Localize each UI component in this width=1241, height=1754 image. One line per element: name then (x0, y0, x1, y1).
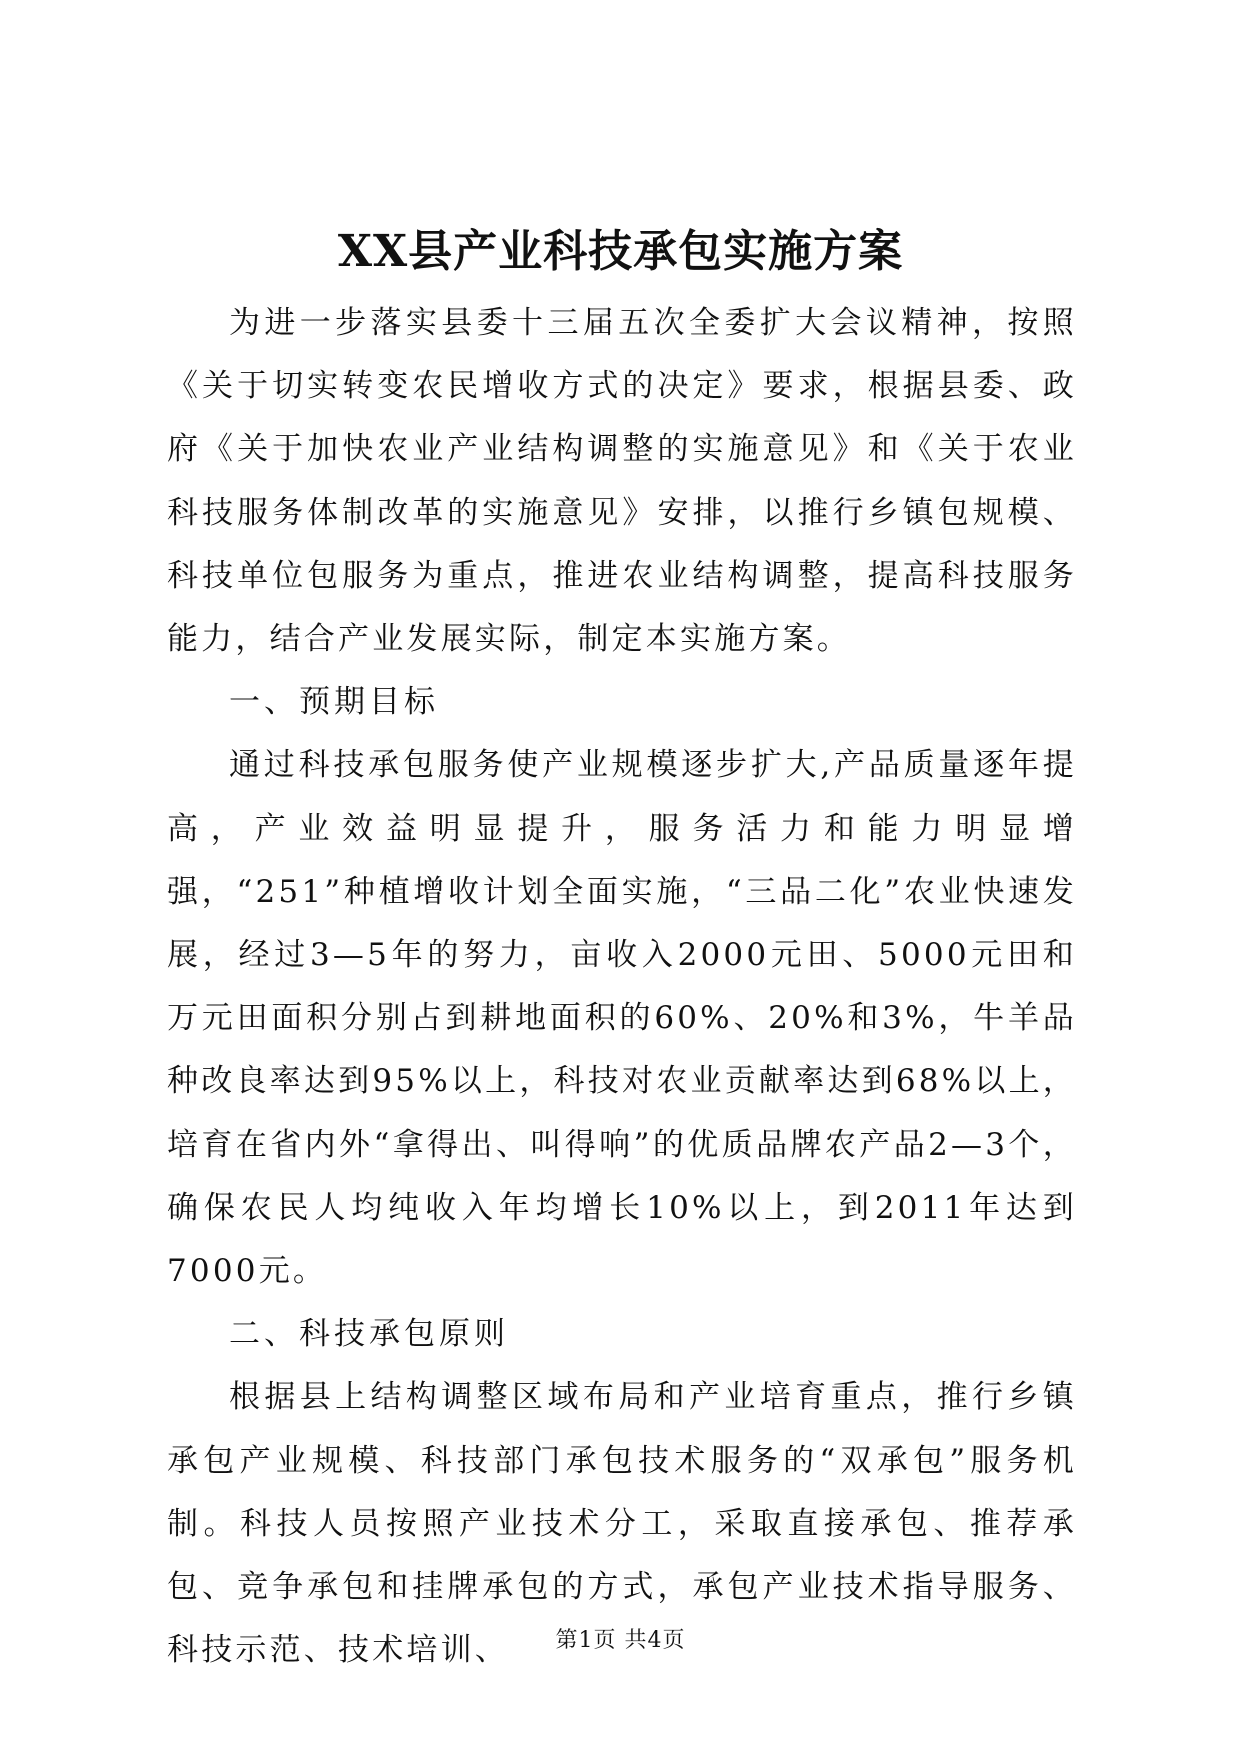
paragraph-intro: 为进一步落实县委十三届五次全委扩大会议精神，按照《关于切实转变农民增收方式的决定》要求，根据县委、政府《关于加快农业产业结构调整的实施意见》和《关于农业科技服务体制改革的实施意见》安排，以推行乡镇包规模、科技单位包服务为重点，推进农业结构调整，提高科技服务能力，结合产业发展实际，制定本实施方案。 (167, 305, 1077, 658)
section-heading-goals: 一、预期目标 (229, 684, 439, 721)
paragraph-goals: 通过科技承包服务使产业规模逐步扩大,产品质量逐年提高，产业效益明显提升，服务活力和能力明显增强，“251”种植增收计划全面实施，“三品二化”农业快速发展，经过3—5年的努力，亩收入2000元田、5000元田和万元田面积分别占到耕地面积的60%、20%和3%，牛羊品种改良率达到95%以上，科技对农业贡献率达到68%以上，培育在省内外“拿得出、叫得响”的优质品牌农产品2—3个，确保农民人均纯收入年均增长10%以上，到2011年达到7000元。 (167, 747, 1077, 1290)
page-number-footer: 第1页 共4页 (555, 1628, 686, 1653)
document-body (167, 292, 1077, 1682)
paragraph-principles: 根据县上结构调整区域布局和产业培育重点，推行乡镇承包产业规模、科技部门承包技术服务的“双承包”服务机制。科技人员按照产业技术分工，采取直接承包、推荐承包、竞争承包和挂牌承包的方式，承包产业技术指导服务、科技示范、技术培训、 (167, 1379, 1077, 1669)
section-heading-principles: 二、科技承包原则 (229, 1316, 509, 1353)
document-title: XX县产业科技承包实施方案 (337, 226, 904, 277)
